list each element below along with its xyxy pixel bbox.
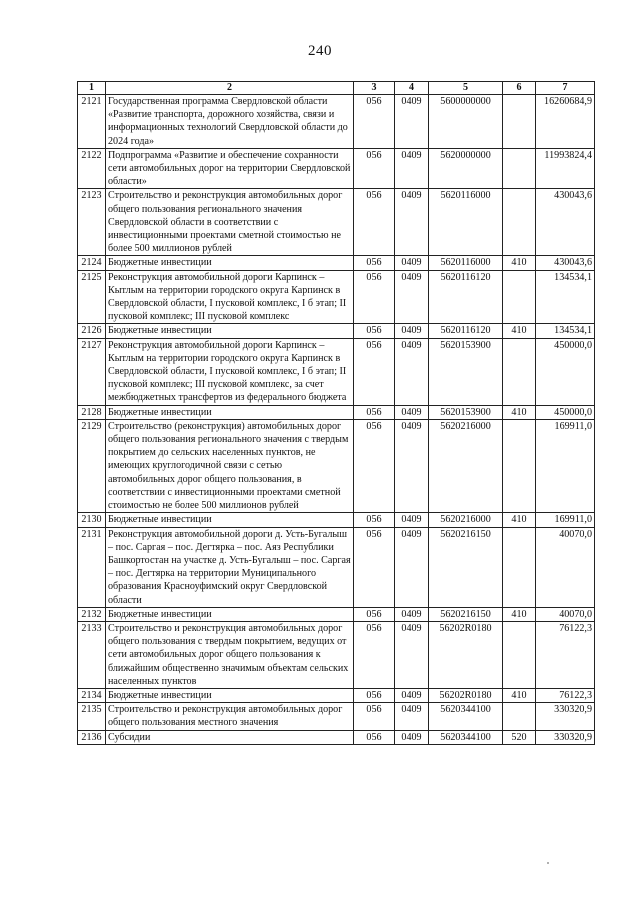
target-article-code: 56202R0180: [429, 688, 503, 702]
row-name: Строительство и реконструкция автомобильных дорог общего пользования регионального значения Свердловской области в соответствии с инвестиционными проектами сметной стоимостью не более 500 миллионов рублей: [106, 189, 354, 256]
table-row: [78, 148, 595, 189]
table-row: [78, 607, 595, 621]
amount: 134534,1: [536, 270, 595, 324]
column-header: 6: [503, 82, 536, 95]
table-row: [78, 324, 595, 338]
ministry-code: 056: [354, 338, 395, 405]
target-article-code: 5620116120: [429, 324, 503, 338]
row-number: 2123: [78, 189, 106, 256]
amount: 169911,0: [536, 513, 595, 527]
expense-type-code: 410: [503, 688, 536, 702]
target-article-code: 56202R0180: [429, 621, 503, 688]
expense-type-code: 410: [503, 607, 536, 621]
ministry-code: 056: [354, 527, 395, 607]
section-code: 0409: [395, 419, 429, 512]
expense-type-code: [503, 270, 536, 324]
amount: 76122,3: [536, 688, 595, 702]
table-row: [78, 703, 595, 730]
section-code: 0409: [395, 256, 429, 270]
ministry-code: 056: [354, 513, 395, 527]
section-code: 0409: [395, 688, 429, 702]
table-row: [78, 730, 595, 744]
expense-type-code: [503, 419, 536, 512]
section-code: 0409: [395, 527, 429, 607]
amount: 330320,9: [536, 730, 595, 744]
amount: 450000,0: [536, 338, 595, 405]
row-name: Реконструкция автомобильной дороги д. Усть-Бугалыш – пос. Саргая – пос. Дегтярка – пос. Аяз Республики Башкортостан на участке д. Усть-Бугалыш – пос. Саргая – пос. Дегтярка на территории Муниципального образования Красноуфимский округ Свердловской области: [106, 527, 354, 607]
expense-type-code: [503, 148, 536, 189]
section-code: 0409: [395, 270, 429, 324]
row-number: 2132: [78, 607, 106, 621]
table-row: [78, 527, 595, 607]
ministry-code: 056: [354, 405, 395, 419]
amount: 450000,0: [536, 405, 595, 419]
expense-type-code: 410: [503, 513, 536, 527]
table-row: [78, 189, 595, 256]
row-name: Бюджетные инвестиции: [106, 607, 354, 621]
section-code: 0409: [395, 95, 429, 149]
row-name: Строительство и реконструкция автомобильных дорог общего пользования местного значения: [106, 703, 354, 730]
section-code: 0409: [395, 148, 429, 189]
target-article-code: 5620216000: [429, 513, 503, 527]
ministry-code: 056: [354, 419, 395, 512]
ministry-code: 056: [354, 148, 395, 189]
scan-speck: [547, 862, 549, 864]
ministry-code: 056: [354, 256, 395, 270]
expense-type-code: [503, 703, 536, 730]
section-code: 0409: [395, 405, 429, 419]
ministry-code: 056: [354, 189, 395, 256]
budget-table: [77, 81, 595, 745]
row-name: Бюджетные инвестиции: [106, 688, 354, 702]
row-number: 2121: [78, 95, 106, 149]
page-number: 240: [308, 43, 332, 59]
row-name: Государственная программа Свердловской области «Развитие транспорта, дорожного хозяйства, связи и информационных технологий Свердловской области до 2024 года»: [106, 95, 354, 149]
row-name: Строительство (реконструкция) автомобильных дорог общего пользования регионального значения с твердым покрытием до сельских населенных пунктов, не имеющих круглогодичной связи с сетью автомобильных дорог общего пользования, в соответствии с инвестиционными проектами сметной стоимостью не более 500 миллионов рублей: [106, 419, 354, 512]
table-row: [78, 95, 595, 149]
row-number: 2127: [78, 338, 106, 405]
expense-type-code: [503, 527, 536, 607]
target-article-code: 5620344100: [429, 730, 503, 744]
row-number: 2131: [78, 527, 106, 607]
expense-type-code: [503, 189, 536, 256]
table-row: [78, 688, 595, 702]
row-number: 2134: [78, 688, 106, 702]
amount: 76122,3: [536, 621, 595, 688]
row-name: Субсидии: [106, 730, 354, 744]
target-article-code: 5620116000: [429, 256, 503, 270]
ministry-code: 056: [354, 703, 395, 730]
amount: 169911,0: [536, 419, 595, 512]
table-row: [78, 338, 595, 405]
section-code: 0409: [395, 607, 429, 621]
ministry-code: 056: [354, 270, 395, 324]
section-code: 0409: [395, 513, 429, 527]
row-number: 2136: [78, 730, 106, 744]
amount: 134534,1: [536, 324, 595, 338]
row-name: Бюджетные инвестиции: [106, 256, 354, 270]
row-name: Бюджетные инвестиции: [106, 405, 354, 419]
expense-type-code: 410: [503, 405, 536, 419]
ministry-code: 056: [354, 95, 395, 149]
ministry-code: 056: [354, 607, 395, 621]
target-article-code: 5600000000: [429, 95, 503, 149]
target-article-code: 5620216000: [429, 419, 503, 512]
row-number: 2124: [78, 256, 106, 270]
target-article-code: 5620153900: [429, 338, 503, 405]
target-article-code: 5620216150: [429, 527, 503, 607]
section-code: 0409: [395, 324, 429, 338]
row-number: 2133: [78, 621, 106, 688]
table-row: [78, 419, 595, 512]
row-number: 2128: [78, 405, 106, 419]
table-body: [78, 95, 595, 745]
row-name: Бюджетные инвестиции: [106, 513, 354, 527]
section-code: 0409: [395, 621, 429, 688]
section-code: 0409: [395, 730, 429, 744]
row-name: Строительство и реконструкция автомобильных дорог общего пользования с твердым покрытием, ведущих от сети автомобильных дорог общего пользования к ближайшим общественно значимым объектам сельских населенных пунктов: [106, 621, 354, 688]
target-article-code: 5620116120: [429, 270, 503, 324]
column-header: 3: [354, 82, 395, 95]
amount: 16260684,9: [536, 95, 595, 149]
expense-type-code: 410: [503, 256, 536, 270]
target-article-code: 5620116000: [429, 189, 503, 256]
expense-type-code: [503, 621, 536, 688]
expense-type-code: 520: [503, 730, 536, 744]
amount: 430043,6: [536, 189, 595, 256]
amount: 40070,0: [536, 527, 595, 607]
row-number: 2129: [78, 419, 106, 512]
column-header: 1: [78, 82, 106, 95]
row-name: Реконструкция автомобильной дороги Карпинск – Кытлым на территории городского округа Карпинск в Свердловской области, I пусковой комплекс, I б этап; II пусковой комплекс; III пусковой комплекс: [106, 270, 354, 324]
target-article-code: 5620153900: [429, 405, 503, 419]
row-number: 2135: [78, 703, 106, 730]
row-number: 2122: [78, 148, 106, 189]
amount: 330320,9: [536, 703, 595, 730]
amount: 11993824,4: [536, 148, 595, 189]
ministry-code: 056: [354, 730, 395, 744]
table-header-row: [78, 82, 595, 95]
row-name: Бюджетные инвестиции: [106, 324, 354, 338]
expense-type-code: [503, 338, 536, 405]
column-header: 7: [536, 82, 595, 95]
row-number: 2130: [78, 513, 106, 527]
column-header: 2: [106, 82, 354, 95]
amount: 430043,6: [536, 256, 595, 270]
amount: 40070,0: [536, 607, 595, 621]
section-code: 0409: [395, 703, 429, 730]
ministry-code: 056: [354, 621, 395, 688]
expense-type-code: [503, 95, 536, 149]
column-header: 4: [395, 82, 429, 95]
row-name: Реконструкция автомобильной дороги Карпинск – Кытлым на территории городского округа Карпинск в Свердловской области, I пусковой комплекс, I б этап; II пусковой комплекс; III пусковой комплекс, за счет межбюджетных трансфертов из федерального бюджета: [106, 338, 354, 405]
table-row: [78, 256, 595, 270]
target-article-code: 5620216150: [429, 607, 503, 621]
expense-type-code: 410: [503, 324, 536, 338]
target-article-code: 5620344100: [429, 703, 503, 730]
row-number: 2125: [78, 270, 106, 324]
ministry-code: 056: [354, 688, 395, 702]
row-name: Подпрограмма «Развитие и обеспечение сохранности сети автомобильных дорог на территории Свердловской области»: [106, 148, 354, 189]
column-header: 5: [429, 82, 503, 95]
row-number: 2126: [78, 324, 106, 338]
table-row: [78, 270, 595, 324]
ministry-code: 056: [354, 324, 395, 338]
section-code: 0409: [395, 189, 429, 256]
table-row: [78, 621, 595, 688]
table-row: [78, 513, 595, 527]
section-code: 0409: [395, 338, 429, 405]
target-article-code: 5620000000: [429, 148, 503, 189]
table-row: [78, 405, 595, 419]
